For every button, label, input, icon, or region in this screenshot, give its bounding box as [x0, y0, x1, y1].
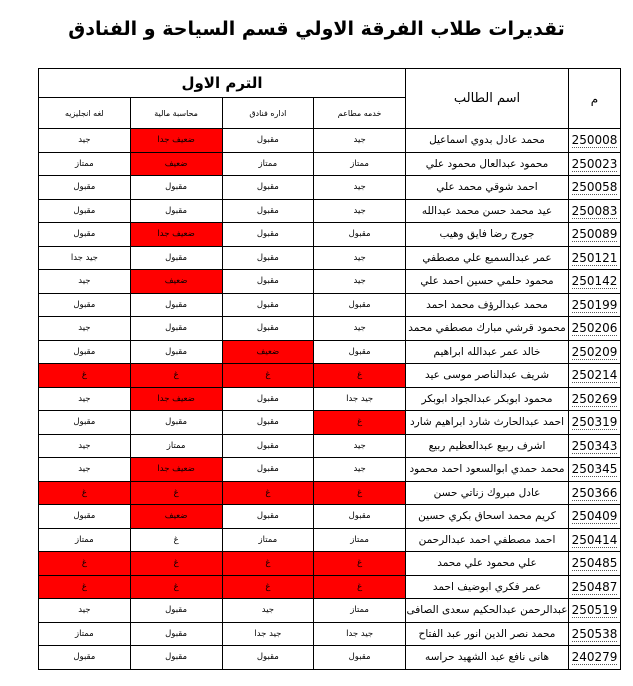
student-id: 250209	[571, 344, 618, 359]
grade-cell: ضعيف جدا	[130, 387, 222, 411]
student-name: محمد حمدي ابوالسعود احمد محمود	[406, 458, 569, 482]
grade-cell: جيد	[314, 317, 406, 341]
table-row	[39, 599, 621, 623]
grade-cell: ممتاز	[314, 528, 406, 552]
student-id: 250269	[571, 391, 618, 406]
student-name: عادل مبروك زناتي حسن	[406, 481, 569, 505]
grade-cell: مقبول	[222, 387, 314, 411]
student-id: 250214	[571, 368, 618, 383]
name-column-header: اسم الطالب	[406, 69, 569, 129]
grade-cell: ممتاز	[314, 599, 406, 623]
grade-cell: مقبول	[222, 458, 314, 482]
student-name: محمد عادل بدوي اسماعيل	[406, 129, 569, 153]
grade-cell: غ	[39, 552, 131, 576]
table-row	[39, 340, 621, 364]
grade-cell: مقبول	[314, 505, 406, 529]
grade-cell: غ	[222, 552, 314, 576]
grade-cell: غ	[314, 552, 406, 576]
grade-cell: مقبول	[222, 434, 314, 458]
grade-cell: مقبول	[130, 646, 222, 670]
table-row	[39, 575, 621, 599]
grade-cell: مقبول	[222, 411, 314, 435]
student-id: 250343	[571, 438, 618, 453]
student-id-cell	[569, 552, 621, 576]
student-name: كريم محمد اسحاق بكري حسين	[406, 505, 569, 529]
student-name: محمود حلمي حسين احمد علي	[406, 270, 569, 294]
student-id-cell	[569, 411, 621, 435]
table-row	[39, 387, 621, 411]
student-id: 250058	[571, 180, 618, 195]
grade-cell: جيد جدا	[314, 622, 406, 646]
grade-cell: غ	[130, 481, 222, 505]
grade-cell: غ	[222, 364, 314, 388]
table-row	[39, 552, 621, 576]
student-id: 250487	[571, 579, 618, 594]
table-row	[39, 129, 621, 153]
student-name: خالد عمر عبدالله ابراهيم	[406, 340, 569, 364]
grade-cell: غ	[130, 364, 222, 388]
student-id: 250142	[571, 274, 618, 289]
grade-cell: جيد جدا	[222, 622, 314, 646]
table-row	[39, 622, 621, 646]
student-id: 250409	[571, 509, 618, 524]
grade-cell: مقبول	[130, 293, 222, 317]
grade-cell: ممتاز	[314, 152, 406, 176]
grade-cell: مقبول	[130, 176, 222, 200]
grade-cell: مقبول	[222, 246, 314, 270]
table-row	[39, 528, 621, 552]
student-id-cell	[569, 387, 621, 411]
grade-cell: غ	[314, 411, 406, 435]
subject-header-hotel: اداره فنادق	[222, 98, 314, 129]
student-id-cell	[569, 528, 621, 552]
grade-cell: مقبول	[39, 223, 131, 247]
grade-cell: مقبول	[39, 505, 131, 529]
student-name: عبدالرحمن عبدالحكيم سعدى الصافى	[406, 599, 569, 623]
student-name: احمد مصطفي احمد عبدالرحمن	[406, 528, 569, 552]
student-id: 250008	[571, 133, 618, 148]
student-id-cell	[569, 223, 621, 247]
table-row	[39, 293, 621, 317]
student-id-cell	[569, 340, 621, 364]
student-id-cell	[569, 246, 621, 270]
student-id-cell	[569, 129, 621, 153]
grade-cell: مقبول	[130, 199, 222, 223]
table-row	[39, 199, 621, 223]
student-name: عمر فكري ابوضيف احمد	[406, 575, 569, 599]
table-row	[39, 458, 621, 482]
table-row	[39, 434, 621, 458]
student-name: محمود ابوبكر عبدالجواد ابوبكر	[406, 387, 569, 411]
student-name: احمد شوقي محمد علي	[406, 176, 569, 200]
table-row	[39, 152, 621, 176]
student-id: 250023	[571, 156, 618, 171]
grade-cell: مقبول	[314, 293, 406, 317]
grade-cell: ضعيف جدا	[130, 129, 222, 153]
student-name: احمد عبدالحارث شارد ابراهيم شارد	[406, 411, 569, 435]
table-row	[39, 317, 621, 341]
grade-cell: جيد	[314, 199, 406, 223]
student-id: 250345	[571, 462, 618, 477]
student-id: 250366	[571, 485, 618, 500]
table-row	[39, 270, 621, 294]
student-name: شريف عبدالناصر موسى عيد	[406, 364, 569, 388]
student-name: هانى نافع عبد الشهيد حراسه	[406, 646, 569, 670]
grade-cell: ضعيف	[222, 340, 314, 364]
table-row	[39, 481, 621, 505]
student-id: 250519	[571, 603, 618, 618]
student-name: محمد عبدالرؤف محمد احمد	[406, 293, 569, 317]
grade-cell: غ	[130, 575, 222, 599]
grade-cell: مقبول	[130, 622, 222, 646]
student-id: 250199	[571, 297, 618, 312]
grade-cell: جيد	[39, 317, 131, 341]
grade-cell: مقبول	[39, 411, 131, 435]
student-id-cell	[569, 599, 621, 623]
term-header: الترم الاول	[39, 69, 406, 98]
student-id-cell	[569, 317, 621, 341]
table-row	[39, 505, 621, 529]
student-name: اشرف ربيع عبدالعظيم ربيع	[406, 434, 569, 458]
grade-cell: جيد جدا	[314, 387, 406, 411]
grade-cell: جيد جدا	[39, 246, 131, 270]
student-name: محمود عبدالعال محمود علي	[406, 152, 569, 176]
student-id-cell	[569, 481, 621, 505]
table-row	[39, 176, 621, 200]
grade-cell: مقبول	[314, 646, 406, 670]
student-id: 250089	[571, 227, 618, 242]
student-id: 250083	[571, 203, 618, 218]
student-id-cell	[569, 152, 621, 176]
grade-cell: مقبول	[222, 129, 314, 153]
grade-cell: مقبول	[222, 176, 314, 200]
grade-cell: جيد	[314, 176, 406, 200]
grade-cell: مقبول	[130, 411, 222, 435]
grade-cell: مقبول	[130, 599, 222, 623]
student-name: علي محمود علي محمد	[406, 552, 569, 576]
student-id: 250414	[571, 532, 618, 547]
grade-cell: ضعيف	[130, 270, 222, 294]
student-id: 250206	[571, 321, 618, 336]
grade-cell: مقبول	[39, 340, 131, 364]
grade-cell: جيد	[39, 129, 131, 153]
table-row	[39, 411, 621, 435]
grade-cell: ضعيف جدا	[130, 458, 222, 482]
grade-cell: مقبول	[222, 317, 314, 341]
student-name: محمود قرشي مبارك مصطفي محمد	[406, 317, 569, 341]
grade-cell: غ	[39, 481, 131, 505]
grade-cell: ممتاز	[130, 434, 222, 458]
page-title: تقديرات طلاب الفرقة الاولي قسم السياحة و الفنادق	[68, 18, 565, 40]
student-name: عمر عبدالسميع علي مصطفي	[406, 246, 569, 270]
grade-cell: غ	[39, 575, 131, 599]
student-id-cell	[569, 458, 621, 482]
subject-header-accounting: محاسبة مالية	[130, 98, 222, 129]
grade-cell: ممتاز	[39, 528, 131, 552]
grade-cell: مقبول	[222, 199, 314, 223]
grade-cell: جيد	[314, 246, 406, 270]
grade-cell: غ	[130, 552, 222, 576]
student-id-cell	[569, 293, 621, 317]
grade-cell: مقبول	[222, 646, 314, 670]
grade-cell: غ	[222, 481, 314, 505]
grade-cell: ضعيف	[130, 152, 222, 176]
grade-cell: جيد	[39, 458, 131, 482]
student-id: 240279	[571, 650, 618, 665]
student-id-cell	[569, 575, 621, 599]
grade-cell: غ	[314, 575, 406, 599]
header-row	[39, 69, 621, 98]
table-row	[39, 223, 621, 247]
subject-header-english: لغه انجليزيه	[39, 98, 131, 129]
grade-cell: مقبول	[222, 293, 314, 317]
grade-cell: مقبول	[130, 340, 222, 364]
grade-cell: مقبول	[314, 223, 406, 247]
grade-cell: ممتاز	[39, 152, 131, 176]
grade-cell: جيد	[314, 434, 406, 458]
student-id-cell	[569, 434, 621, 458]
table-body	[39, 129, 621, 670]
grade-cell: غ	[39, 364, 131, 388]
grade-cell: مقبول	[130, 317, 222, 341]
grade-cell: ممتاز	[222, 152, 314, 176]
grade-cell: ممتاز	[222, 528, 314, 552]
grade-cell: جيد	[39, 270, 131, 294]
grade-cell: ممتاز	[39, 622, 131, 646]
student-id-cell	[569, 199, 621, 223]
student-id: 250319	[571, 415, 618, 430]
grade-cell: مقبول	[39, 199, 131, 223]
grade-cell: جيد	[39, 387, 131, 411]
student-id-cell	[569, 176, 621, 200]
student-id-cell	[569, 622, 621, 646]
student-name: عيد محمد حسن محمد عبدالله	[406, 199, 569, 223]
student-id: 250538	[571, 626, 618, 641]
grade-cell: جيد	[314, 458, 406, 482]
grade-cell: جيد	[314, 270, 406, 294]
student-id-cell	[569, 505, 621, 529]
grade-cell: غ	[222, 575, 314, 599]
grades-table	[38, 68, 621, 670]
grade-cell: مقبول	[39, 646, 131, 670]
student-id: 250121	[571, 250, 618, 265]
student-name: جورج رضا فايق وهيب	[406, 223, 569, 247]
table-row	[39, 646, 621, 670]
table-row	[39, 246, 621, 270]
grade-cell: جيد	[222, 599, 314, 623]
student-id-cell	[569, 646, 621, 670]
grade-cell: غ	[314, 481, 406, 505]
table-row	[39, 364, 621, 388]
student-id-cell	[569, 270, 621, 294]
grade-cell: مقبول	[39, 293, 131, 317]
grade-cell: جيد	[39, 599, 131, 623]
grade-cell: مقبول	[314, 340, 406, 364]
student-id: 250485	[571, 556, 618, 571]
grade-cell: مقبول	[222, 223, 314, 247]
student-name: محمد نصر الدين انور عبد الفتاح	[406, 622, 569, 646]
grade-cell: ضعيف جدا	[130, 223, 222, 247]
grade-cell: مقبول	[222, 270, 314, 294]
grade-cell: جيد	[314, 129, 406, 153]
grade-cell: غ	[130, 528, 222, 552]
grade-cell: غ	[314, 364, 406, 388]
student-id-cell	[569, 364, 621, 388]
subject-header-restaurant: خدمه مطاعم	[314, 98, 406, 129]
grade-cell: مقبول	[39, 176, 131, 200]
grade-cell: جيد	[39, 434, 131, 458]
index-column-header: م	[569, 69, 621, 129]
grade-cell: مقبول	[130, 246, 222, 270]
grade-cell: مقبول	[222, 505, 314, 529]
grade-cell: ضعيف	[130, 505, 222, 529]
